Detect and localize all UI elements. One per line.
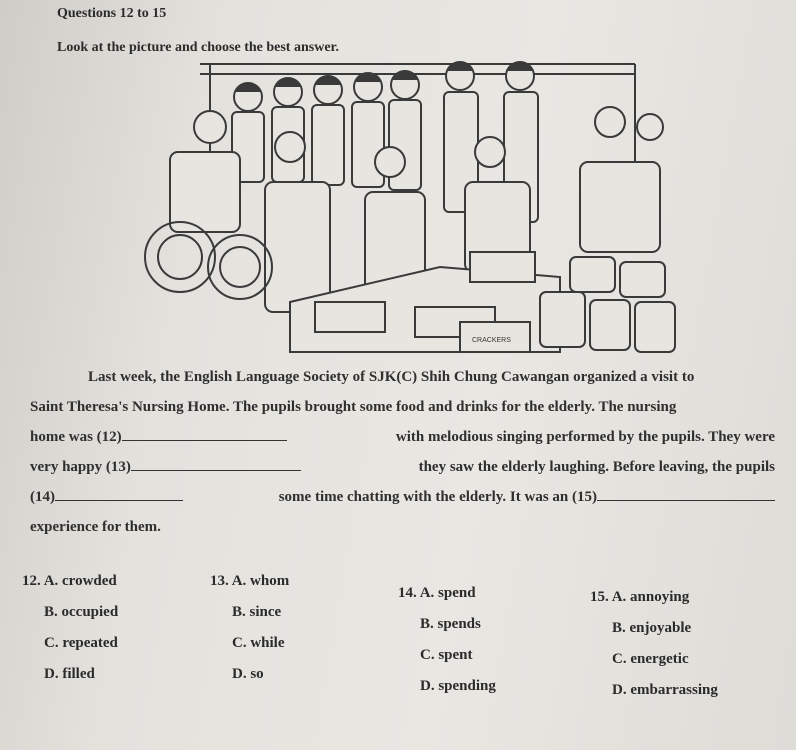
option-15-c[interactable]: C. energetic (612, 651, 689, 667)
food-table (290, 252, 675, 352)
option-15-b[interactable]: B. enjoyable (612, 620, 692, 636)
option-14-a[interactable]: A. spend (419, 585, 476, 601)
question-14-options: 14. A. spend B. spends C. spent D. spending (398, 578, 496, 702)
option-13-a[interactable]: A. whom (231, 573, 290, 589)
blank-15[interactable] (597, 486, 775, 501)
option-15-a[interactable]: A. annoying (611, 589, 690, 605)
option-12-a[interactable]: A. crowded (43, 573, 117, 589)
passage-line-1: Last week, the English Language Society of SJK(C) Shih Chung Cawangan organized a visit to (88, 369, 695, 385)
option-12-b[interactable]: B. occupied (44, 604, 119, 620)
question-12-options: 12. A. crowded B. occupied C. repeated D. filled (22, 566, 118, 690)
option-15-d[interactable]: D. embarrassing (612, 682, 718, 698)
option-12-d[interactable]: D. filled (44, 666, 95, 682)
option-12-c[interactable]: C. repeated (44, 635, 118, 651)
blank-13[interactable] (131, 456, 301, 471)
passage-line-2: Saint Theresa's Nursing Home. The pupils brought some food and drinks for the elderly. The nursing (30, 399, 677, 415)
option-13-c[interactable]: C. while (232, 635, 285, 651)
question-13-options: 13. A. whom B. since C. while D. so (210, 566, 289, 690)
option-14-d[interactable]: D. spending (420, 678, 496, 694)
option-14-c[interactable]: C. spent (420, 647, 473, 663)
passage-line-3: home was (12) with melodious singing performed by the pupils. They were (30, 422, 775, 452)
option-13-d[interactable]: D. so (232, 666, 264, 682)
instruction-text: Look at the picture and choose the best answer. (57, 40, 339, 55)
blank-12[interactable] (122, 426, 287, 441)
passage (30, 362, 775, 542)
option-13-b[interactable]: B. since (232, 604, 282, 620)
passage-line-5: (14) some time chatting with the elderly. It was an (15) (30, 482, 775, 512)
question-15-options: 15. A. annoying B. enjoyable C. energetic D. embarrassing (590, 582, 718, 706)
option-14-b[interactable]: B. spends (420, 616, 481, 632)
section-title: Questions 12 to 15 (57, 6, 167, 21)
passage-line-4: very happy (13) they saw the elderly laughing. Before leaving, the pupils (30, 452, 775, 482)
crackers-box-label: CRACKERS (472, 337, 511, 344)
passage-line-6: experience for them. (30, 519, 161, 535)
blank-14[interactable] (55, 486, 183, 501)
illustration-nursing-home-visit (140, 52, 685, 362)
